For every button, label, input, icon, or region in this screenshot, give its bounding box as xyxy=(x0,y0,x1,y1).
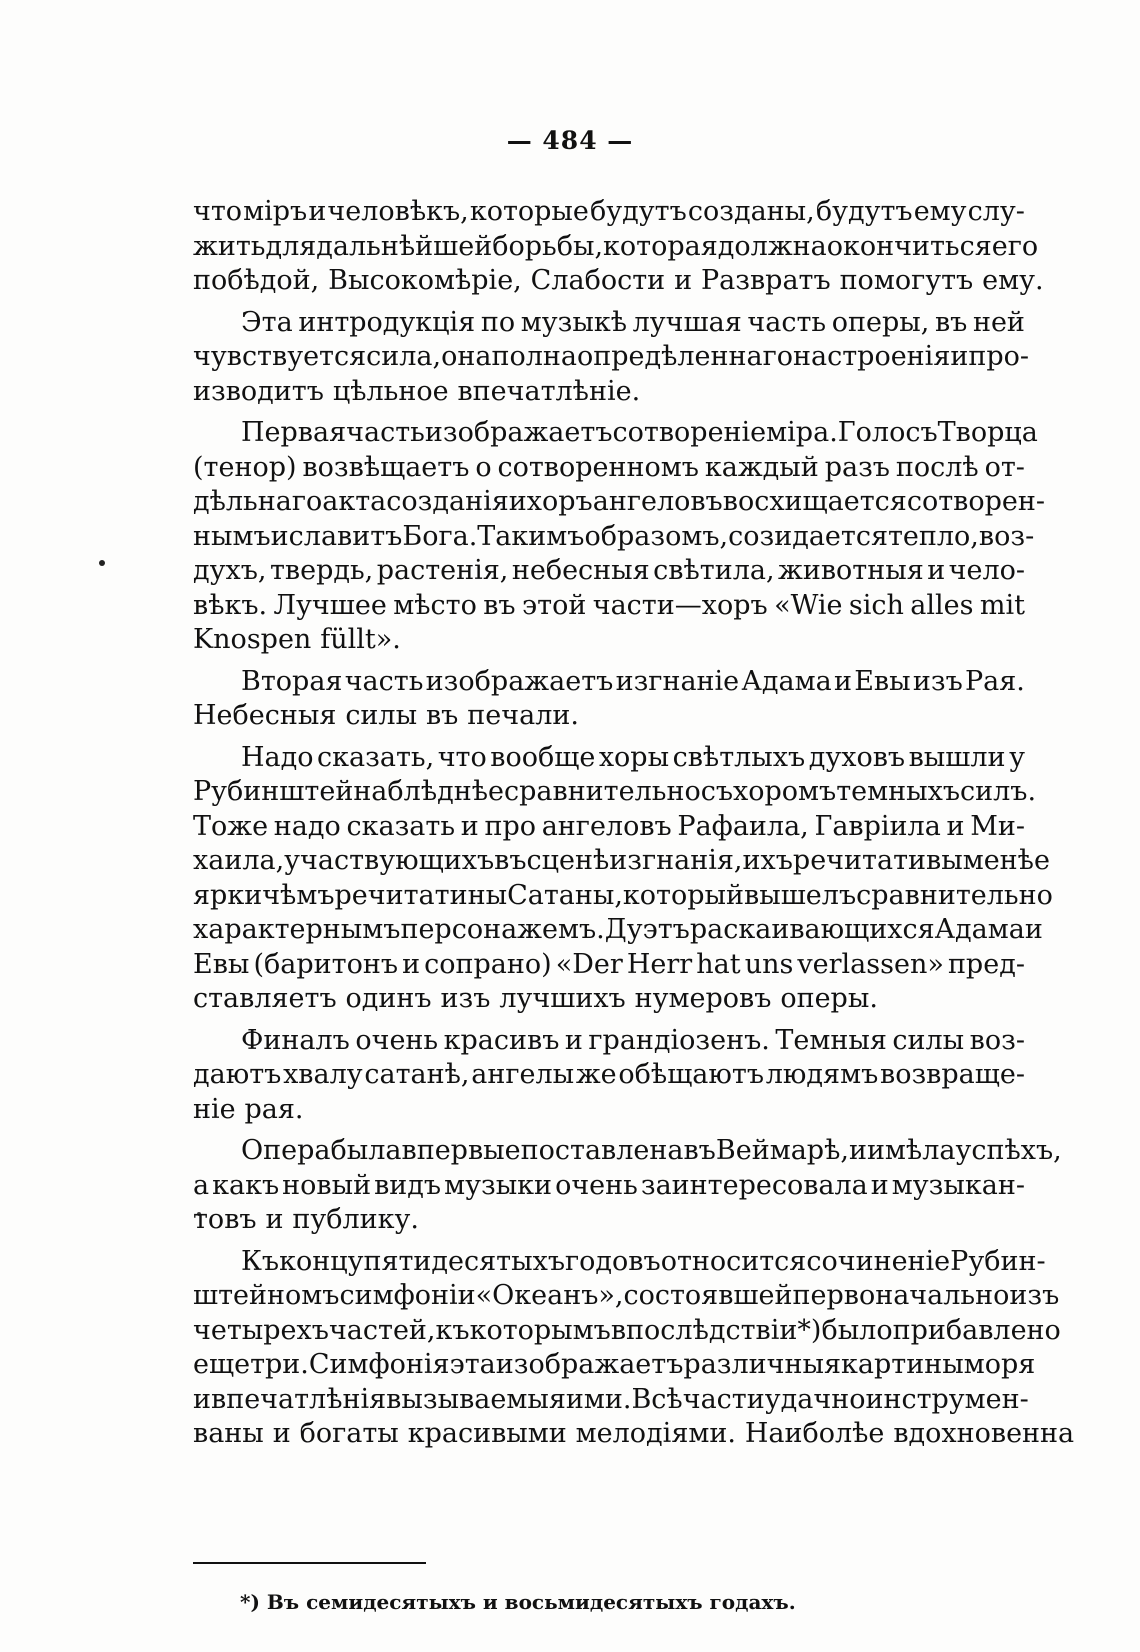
paragraph xyxy=(193,306,1030,410)
text-line: и впечатлѣнія вызываемыя ими. Всѣ части удачно инструмен- xyxy=(193,1383,1029,1415)
paragraph xyxy=(193,416,1045,658)
text-line: нымъ и славитъ Бога. Такимъ образомъ, созидается тепло, воз- xyxy=(193,520,1035,552)
text-line: штейномъ симфоніи «Океанъ», состоявшей первоначально изъ xyxy=(193,1280,1060,1311)
body-text xyxy=(193,195,1075,1452)
text-line: ваны и богаты красивыми мелодіями. Наиболѣе вдохновенна xyxy=(193,1418,1075,1449)
text-line: чувствуется сила, она полна опредѣленнаго настроенія и про- xyxy=(193,341,1030,372)
text-line: духъ, твердь, растенія, небесныя свѣтила, животныя и чело- xyxy=(193,555,1025,586)
text-line: Knospen füllt». xyxy=(193,624,401,655)
text-line: Опера была впервые поставлена въ Веймарѣ, и имѣла успѣхъ, xyxy=(241,1135,1062,1166)
text-line: Надо сказать, что вообще хоры свѣтлыхъ духовъ вышли у xyxy=(241,741,1025,773)
text-line: Небесныя силы въ печали. xyxy=(193,700,579,731)
text-line: еще три. Симфонія эта изображаетъ различныя картины моря xyxy=(193,1349,1036,1380)
paragraph xyxy=(193,665,1025,734)
paragraph xyxy=(193,1245,1075,1452)
page-number: — 484 — xyxy=(506,126,634,155)
text-line: ніе рая. xyxy=(193,1093,304,1125)
text-line: Эта интродукція по музыкѣ лучшая часть оперы, въ ней xyxy=(241,306,1025,338)
paragraph xyxy=(193,1134,1062,1238)
paragraph xyxy=(193,741,1053,1017)
text-line: ставляетъ одинъ изъ лучшихъ нумеровъ оперы. xyxy=(193,983,878,1014)
text-line: Евы (баритонъ и сопрано) «Der Herr hat uns verlassen» пред- xyxy=(193,948,1025,980)
text-line: четырехъ частей, къ которымъ впослѣдствіи *) было прибавлено xyxy=(193,1314,1061,1346)
text-line: Вторая часть изображаетъ изгнаніе Адама и Евы изъ Рая. xyxy=(241,665,1025,697)
text-line: (тенор) возвѣщаетъ о сотворенномъ каждый разъ послѣ от- xyxy=(193,451,1025,483)
footnote: *) Въ семидесятыхъ и восьмидесятыхъ годахъ. xyxy=(240,1590,796,1614)
text-line: товъ и публику. xyxy=(193,1204,420,1235)
footnote-rule xyxy=(193,1562,426,1564)
paragraph xyxy=(193,1024,1025,1128)
text-line: даютъ хвалу сатанѣ, ангелы же обѣщаютъ людямъ возвраще- xyxy=(193,1059,1025,1090)
text-line: что міръ и человѣкъ, которые будутъ созданы, будутъ ему слу- xyxy=(193,196,1025,227)
text-line: Финалъ очень красивъ и грандіозенъ. Темныя силы воз- xyxy=(241,1024,1025,1056)
text-line: а какъ новый видъ музыки очень заинтересовала и музыкан- xyxy=(193,1169,1025,1201)
paragraph xyxy=(193,195,1044,299)
text-line: изводитъ цѣльное впечатлѣніе. xyxy=(193,375,641,407)
text-line: жить для дальнѣйшей борьбы, которая должна окончиться его xyxy=(193,230,1039,262)
text-line: хаила, участвующихъ въ сценѣ изгнанія, ихъ речитативы менѣе xyxy=(193,845,1050,876)
text-line: Рубинштейна блѣднѣе сравнительно съ хоромъ темныхъ силъ. xyxy=(193,776,1037,807)
text-line: дѣльнаго акта созданія и хоръ ангеловъ восхищается сотворен- xyxy=(193,486,1045,517)
text-line: Тоже надо сказать и про ангеловъ Рафаила, Гавріила и Ми- xyxy=(193,810,1025,842)
text-line: ярки чѣмъ речитатины Сатаны, который вышелъ сравнительно xyxy=(193,879,1053,911)
text-line: Къ концу пятидесятыхъ годовъ относится сочиненіе Рубин- xyxy=(241,1245,1046,1277)
margin-dot xyxy=(99,560,105,566)
text-line: Первая часть изображаетъ сотвореніе міра. Голосъ Творца xyxy=(241,417,1038,448)
text-line: вѣкъ. Лучшее мѣсто въ этой части—хоръ «Wie sich alles mit xyxy=(193,589,1025,621)
text-line: побѣдой, Высокомѣріе, Слабости и Развратъ помогутъ ему. xyxy=(193,265,1044,296)
text-line: характернымъ персонажемъ. Дуэтъ раскаивающихся Адама и xyxy=(193,914,1043,945)
